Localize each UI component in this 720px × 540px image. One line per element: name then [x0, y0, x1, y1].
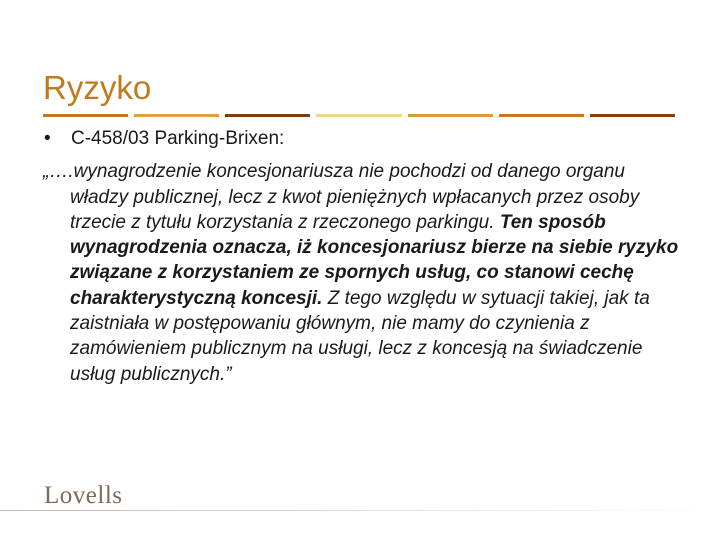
underline-segment [134, 114, 219, 117]
slide-body [43, 126, 683, 387]
underline-segment [590, 114, 675, 117]
bullet-text: C-458/03 Parking-Brixen: [71, 128, 285, 149]
underline-segment [316, 114, 401, 117]
bullet-icon: • [44, 128, 51, 149]
quote-text-end: Z tego względu w sytuacji takiej, jak ta zaistniała w postępowaniu głównym, nie mamy do czynienia z zamówieniem publicznym na usługi, lecz z koncesją na świadczenie usług publicznych.” [70, 287, 650, 385]
slide-title: Ryzyko [43, 69, 152, 106]
underline-segment [408, 114, 493, 117]
title-underline [43, 114, 675, 118]
bullet-item [43, 126, 683, 151]
company-logo: Lovells [44, 482, 123, 509]
quote-text-start: „….wynagrodzenie koncesjonariusza nie pochodzi od danego organu władzy publicznej, lecz z kwot pieniężnych wpłacanych przez osoby trzecie z tytułu korzystania z rzeczonego parkingu. [43, 161, 640, 233]
underline-segment [225, 114, 310, 117]
case-quote [43, 159, 683, 387]
underline-segment [499, 114, 584, 117]
quote-text-emphasis: Ten sposób wynagrodzenia oznacza, iż koncesjonariusz bierze na siebie ryzyko związane z korzystaniem ze spornych usług, co stanowi cechę charakterystyczną koncesji. [70, 211, 679, 309]
underline-segment [43, 114, 128, 117]
footer-divider [0, 510, 720, 511]
